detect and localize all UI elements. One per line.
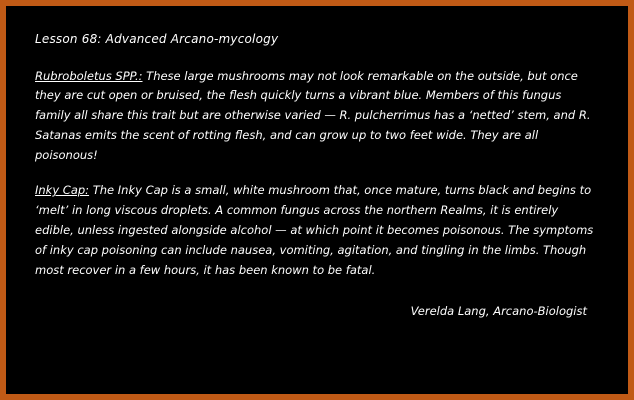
entry-rubroboletus (35, 67, 599, 166)
note-body (35, 29, 599, 322)
entry-term: Inky Cap: (35, 183, 90, 198)
entry-text: These large mushrooms may not look remarkable on the outside, but once they are cut open or bruised, the flesh quickly turns a vibrant blue. Members of this fungus family all share this trait but are otherwise varied — R. pulcherrimus has a ‘netted’ stem, and R. Satanas emits the scent of rotting flesh, and can grow up to two feet wide. They are all poisonous! (35, 68, 591, 162)
entry-inky-cap (35, 181, 599, 280)
signature: Verelda Lang, Arcano-Biologist (410, 304, 587, 319)
note-frame (6, 6, 628, 394)
entry-term: Rubroboletus SPP.: (35, 68, 143, 83)
entry-text: The Inky Cap is a small, white mushroom that, once mature, turns black and begins to ‘melt’ in long viscous droplets. A common fungus across the northern Realms, it is entirely edible, unless ingested alongside alcohol — at which point it becomes poisonous. The symptoms of inky cap poisoning can include nausea, vomiting, agitation, and tingling in the limbs. Though most recover in a few hours, it has been known to be fatal. (35, 183, 594, 277)
page-title: Lesson 68: Advanced Arcano-mycology (35, 32, 279, 46)
